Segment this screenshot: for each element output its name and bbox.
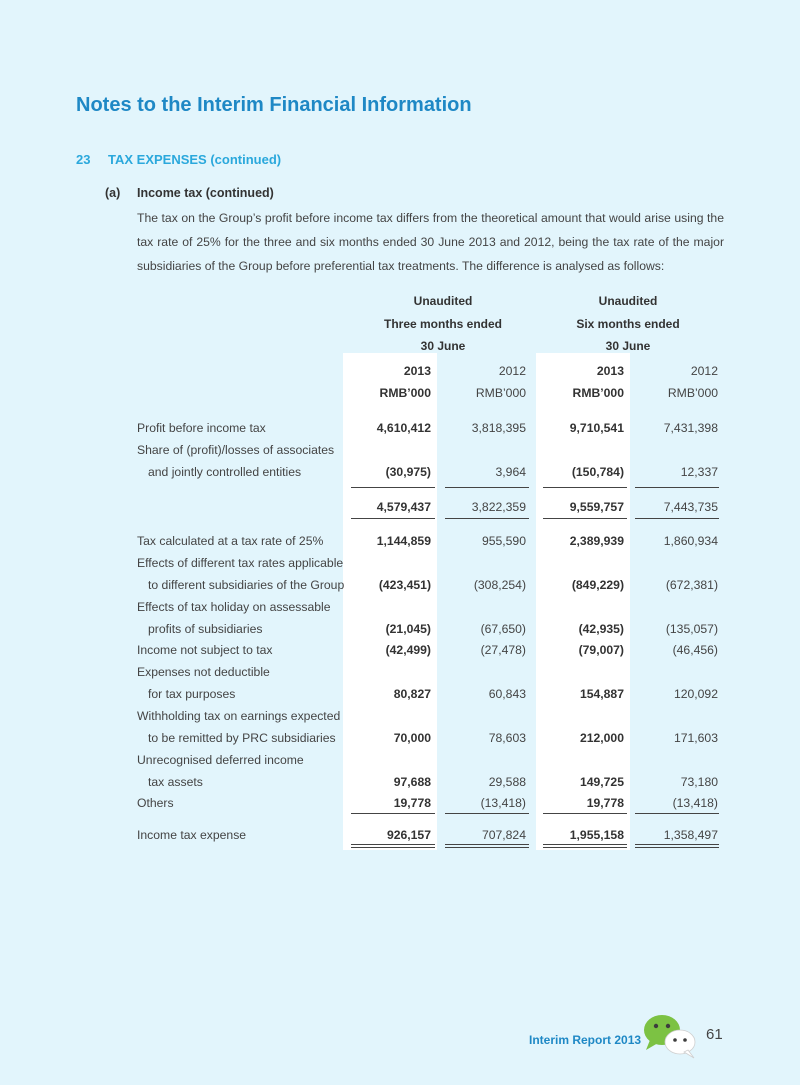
table-rule	[445, 518, 529, 519]
table-rule	[445, 487, 529, 488]
unit-header: RMB’000	[572, 386, 624, 400]
table-rule	[635, 518, 719, 519]
row-label: Income tax expense	[137, 828, 247, 842]
table-cell: 7,431,398	[663, 421, 718, 435]
table-cell: 1,860,934	[663, 534, 718, 548]
table-cell: 3,822,359	[471, 500, 526, 514]
table-cell: (30,975)	[385, 465, 431, 479]
group-header-unaudited-six: Unaudited	[598, 294, 658, 308]
row-label: Withholding tax on earnings expected	[137, 709, 341, 723]
table-cell: 149,725	[579, 775, 624, 789]
table-cell: 4,579,437	[376, 500, 431, 514]
table-rule	[635, 813, 719, 814]
table-cell: 3,818,395	[471, 421, 526, 435]
table-cell: 1,144,859	[376, 534, 431, 548]
page-number: 61	[706, 1026, 723, 1043]
chat-bubbles-logo	[640, 1010, 700, 1060]
table-rule	[351, 844, 435, 845]
row-label: and jointly controlled entities	[148, 465, 302, 479]
section-number: 23	[76, 152, 91, 167]
group-header-unaudited-three: Unaudited	[413, 294, 473, 308]
table-cell: 78,603	[488, 731, 526, 745]
table-rule	[543, 487, 627, 488]
table-rule	[351, 518, 435, 519]
table-rule	[543, 844, 627, 845]
table-cell: 80,827	[393, 687, 431, 701]
table-cell: 7,443,735	[663, 500, 718, 514]
table-cell: (150,784)	[571, 465, 624, 479]
group-header-three-months: Three months ended	[383, 317, 502, 331]
table-rule	[635, 844, 719, 845]
page-title: Notes to the Interim Financial Information	[76, 94, 472, 116]
unit-header: RMB’000	[475, 386, 526, 400]
table-rule	[543, 518, 627, 519]
year-header: 2012	[498, 364, 526, 378]
group-header-30-june-six: 30 June	[605, 339, 651, 353]
table-cell: 926,157	[386, 828, 431, 842]
table-cell: 60,843	[488, 687, 526, 701]
table-rule	[351, 847, 435, 848]
row-label: to be remitted by PRC subsidiaries	[148, 731, 336, 745]
table-cell: (67,650)	[480, 622, 526, 636]
table-cell: 73,180	[680, 775, 718, 789]
table-cell: 1,955,158	[569, 828, 624, 842]
table-cell: 12,337	[680, 465, 718, 479]
section-title: TAX EXPENSES (continued)	[108, 152, 282, 167]
table-cell: (13,418)	[672, 796, 718, 810]
table-cell: (46,456)	[672, 643, 718, 657]
table-cell: 19,778	[393, 796, 431, 810]
table-rule	[635, 847, 719, 848]
table-cell: 70,000	[393, 731, 431, 745]
row-label: Effects of tax holiday on assessable	[137, 600, 331, 614]
table-rule	[351, 487, 435, 488]
table-cell: 2,389,939	[569, 534, 624, 548]
row-label: to different subsidiaries of the Group	[148, 578, 345, 592]
table-rule	[445, 844, 529, 845]
year-header: 2013	[596, 364, 624, 378]
table-cell: (79,007)	[578, 643, 624, 657]
table-cell: (42,499)	[385, 643, 431, 657]
year-header: 2012	[690, 364, 718, 378]
table-rule	[351, 813, 435, 814]
table-cell: (42,935)	[578, 622, 624, 636]
row-label: Others	[137, 796, 174, 810]
row-label: profits of subsidiaries	[148, 622, 263, 636]
table-cell: (849,229)	[571, 578, 624, 592]
table-rule	[635, 487, 719, 488]
row-label: Expenses not deductible	[137, 665, 270, 679]
table-rule	[445, 847, 529, 848]
table-cell: 1,358,497	[663, 828, 718, 842]
table-rule	[543, 847, 627, 848]
table-cell: 171,603	[673, 731, 718, 745]
table-cell: 212,000	[579, 731, 624, 745]
subsection-title: Income tax (continued)	[137, 186, 274, 200]
row-label: tax assets	[148, 775, 203, 789]
row-label: Unrecognised deferred income	[137, 753, 304, 767]
table-cell: 955,590	[481, 534, 526, 548]
table-cell: (13,418)	[480, 796, 526, 810]
group-header-six-months: Six months ended	[576, 317, 680, 331]
table-cell: 120,092	[673, 687, 718, 701]
table-cell: 9,559,757	[569, 500, 624, 514]
table-cell: 29,588	[488, 775, 526, 789]
year-header: 2013	[403, 364, 431, 378]
report-label: Interim Report 2013	[529, 1033, 642, 1047]
table-cell: 4,610,412	[376, 421, 431, 435]
table-cell: 97,688	[393, 775, 431, 789]
table-cell: (308,254)	[473, 578, 526, 592]
table-cell: (27,478)	[480, 643, 526, 657]
group-header-30-june-three: 30 June	[420, 339, 466, 353]
table-rule	[543, 813, 627, 814]
table-cell: 154,887	[579, 687, 624, 701]
table-cell: (423,451)	[378, 578, 431, 592]
table-cell: (672,381)	[665, 578, 718, 592]
row-label: for tax purposes	[148, 687, 236, 701]
table-cell: 707,824	[481, 828, 526, 842]
row-label: Tax calculated at a tax rate of 25%	[137, 534, 324, 548]
table-cell: 19,778	[586, 796, 624, 810]
table-cell: (135,057)	[665, 622, 718, 636]
row-label: Profit before income tax	[137, 421, 266, 435]
table-rule	[445, 813, 529, 814]
unit-header: RMB’000	[379, 386, 431, 400]
table-cell: (21,045)	[385, 622, 431, 636]
table-cell: 9,710,541	[569, 421, 624, 435]
row-label: Share of (profit)/losses of associates	[137, 443, 335, 457]
subsection-number: (a)	[105, 186, 121, 200]
table-cell: 3,964	[495, 465, 526, 479]
row-label: Effects of different tax rates applicable	[137, 556, 344, 570]
intro-paragraph: The tax on the Group’s profit before income tax differs from the theoretical amount that would arise using the tax rate of 25% for the three and six months ended 30 June 2013 and 2012, being the tax rate of the major subsidiaries of the Group before preferential tax treatments. The difference is analysed as follows:	[137, 211, 724, 273]
unit-header: RMB’000	[667, 386, 718, 400]
row-label: Income not subject to tax	[137, 643, 273, 657]
